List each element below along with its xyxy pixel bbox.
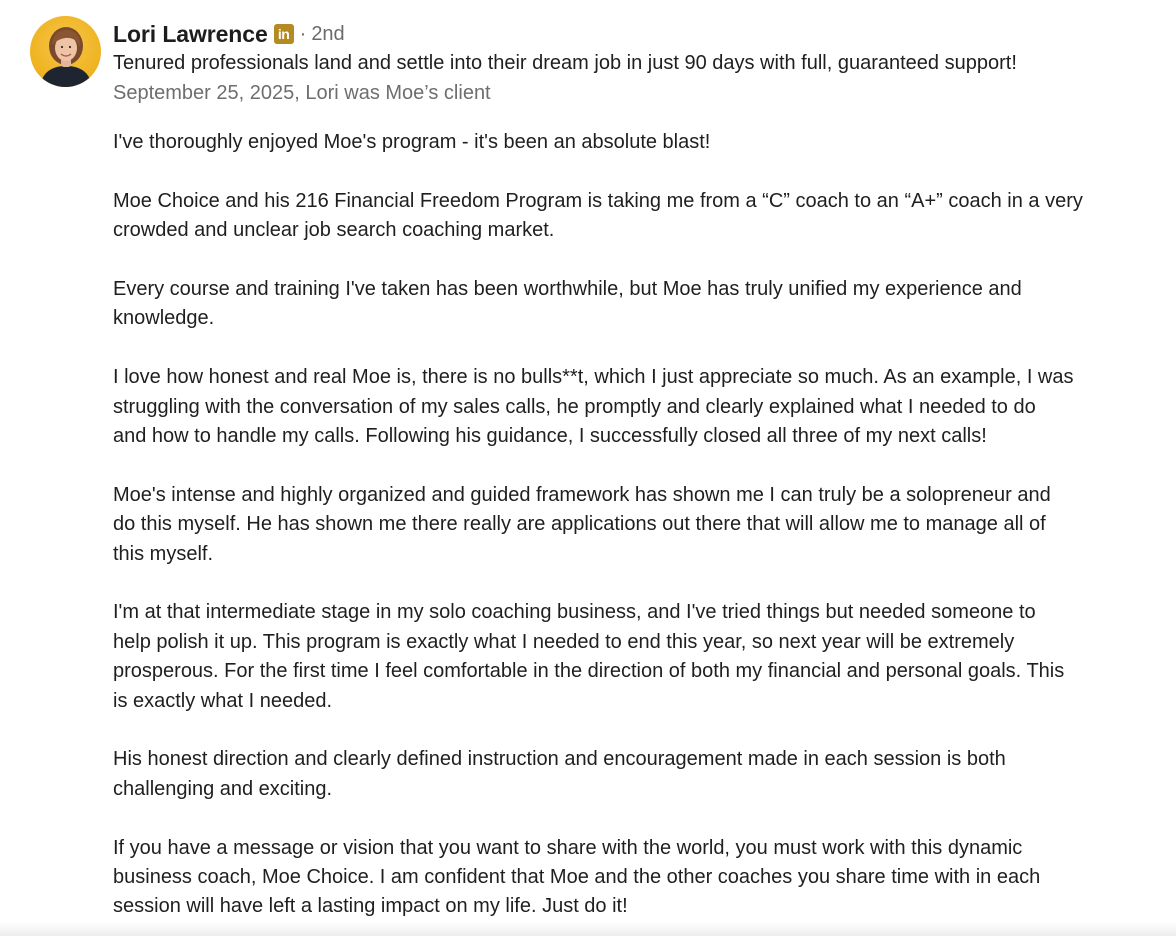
linkedin-premium-icon: in	[274, 24, 294, 44]
recommendation-paragraph: I'm at that intermediate stage in my solo coaching business, and I've tried things but needed someone to help polish it up. This program is exactly what I needed to end this year, so next year will be extremely prosperous. For the first time I feel comfortable in the direction of both my financial and personal goals. This is exactly what I needed.	[113, 601, 1065, 712]
recommendation-paragraph: If you have a message or vision that you want to share with the world, you must work with this dynamic business coach, Moe Choice. I am confident that Moe and the other coaches you share time with in each session will have left a lasting impact on my life. Just do it!	[113, 836, 1041, 918]
separator-dot: ·	[299, 22, 307, 45]
recommendation-paragraph: Every course and training I've taken has been worthwhile, but Moe has truly unified my experience and knowledge.	[113, 278, 1022, 330]
recommendation-paragraph: I've thoroughly enjoyed Moe's program - it's been an absolute blast!	[113, 131, 711, 153]
recommendation-paragraph: His honest direction and clearly defined instruction and encouragement made in each session is both challenging and exciting.	[113, 748, 1006, 800]
author-headline: Tenured professionals land and settle into their dream job in just 90 days with full, guaranteed support!	[113, 52, 1017, 74]
profile-photo-icon	[30, 16, 101, 87]
author-row	[113, 18, 345, 50]
recommendation-paragraph: I love how honest and real Moe is, there is no bulls**t, which I just appreciate so much. As an example, I was struggling with the conversation of my sales calls, he promptly and clearly explained what I needed to do and how to handle my calls. Following his guidance, I successfully closed all three of my next calls!	[113, 366, 1074, 448]
author-name[interactable]: Lori Lawrence	[113, 20, 268, 47]
connection-degree: 2nd	[311, 22, 345, 45]
bottom-fade	[0, 922, 1176, 936]
recommendation-paragraph: Moe Choice and his 216 Financial Freedom Program is taking me from a “C” coach to an “A+” coach in a very crowded and unclear job search coaching market.	[113, 189, 1083, 242]
recommendation-text	[113, 128, 1153, 922]
avatar[interactable]	[30, 16, 101, 87]
recommendation-meta: September 25, 2025, Lori was Moe’s client	[113, 82, 491, 104]
recommendation-paragraph: Moe's intense and highly organized and guided framework has shown me I can truly be a solopreneur and do this myself. He has shown me there really are applications out there that will allow me to manage all of this myself.	[113, 483, 1051, 565]
